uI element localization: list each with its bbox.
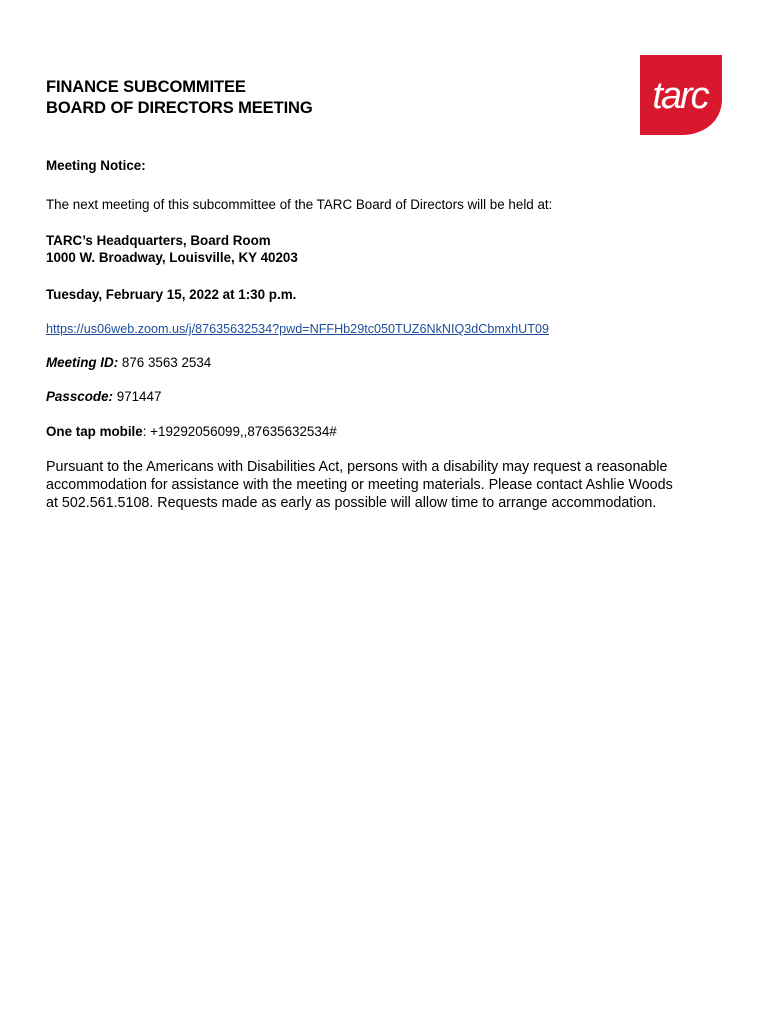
ada-paragraph [46, 458, 736, 512]
passcode-row [46, 388, 161, 405]
meeting-id-row [46, 354, 211, 371]
ada-line-3: at 502.561.5108. Requests made as early as possible will allow time to arrange accommodation. [46, 495, 657, 511]
tarc-logo [638, 53, 724, 137]
zoom-link[interactable]: https://us06web.zoom.us/j/87635632534?pwd=NFFHb29tc050TUZ6NkNIQ3dCbmxhUT09 [46, 322, 549, 336]
location-line-2: 1000 W. Broadway, Louisville, KY 40203 [46, 250, 298, 265]
zoom-link-row [46, 320, 549, 338]
location-line-1: TARC’s Headquarters, Board Room [46, 233, 271, 248]
passcode-value: 971447 [113, 389, 162, 404]
meeting-intro: The next meeting of this subcommittee of the TARC Board of Directors will be held at: [46, 197, 553, 212]
meeting-location [46, 232, 298, 266]
title-line-2: BOARD OF DIRECTORS MEETING [46, 99, 313, 117]
one-tap-label: One tap mobile [46, 424, 143, 439]
title-line-1: FINANCE SUBCOMMITEE [46, 78, 246, 96]
meeting-id-value: 876 3563 2534 [118, 355, 212, 370]
document-title [46, 77, 313, 119]
meeting-notice-heading: Meeting Notice: [46, 158, 146, 173]
passcode-label: Passcode: [46, 389, 113, 404]
ada-line-2: accommodation for assistance with the meeting or meeting materials. Please contact Ashlie Woods [46, 477, 673, 493]
ada-line-1: Pursuant to the Americans with Disabilities Act, persons with a disability may request a reasonable [46, 459, 668, 475]
meeting-id-label: Meeting ID: [46, 355, 119, 370]
one-tap-row [46, 423, 337, 440]
logo-text: tarc [652, 75, 708, 117]
one-tap-value: : +19292056099,,87635632534# [142, 424, 337, 439]
meeting-datetime: Tuesday, February 15, 2022 at 1:30 p.m. [46, 287, 297, 302]
